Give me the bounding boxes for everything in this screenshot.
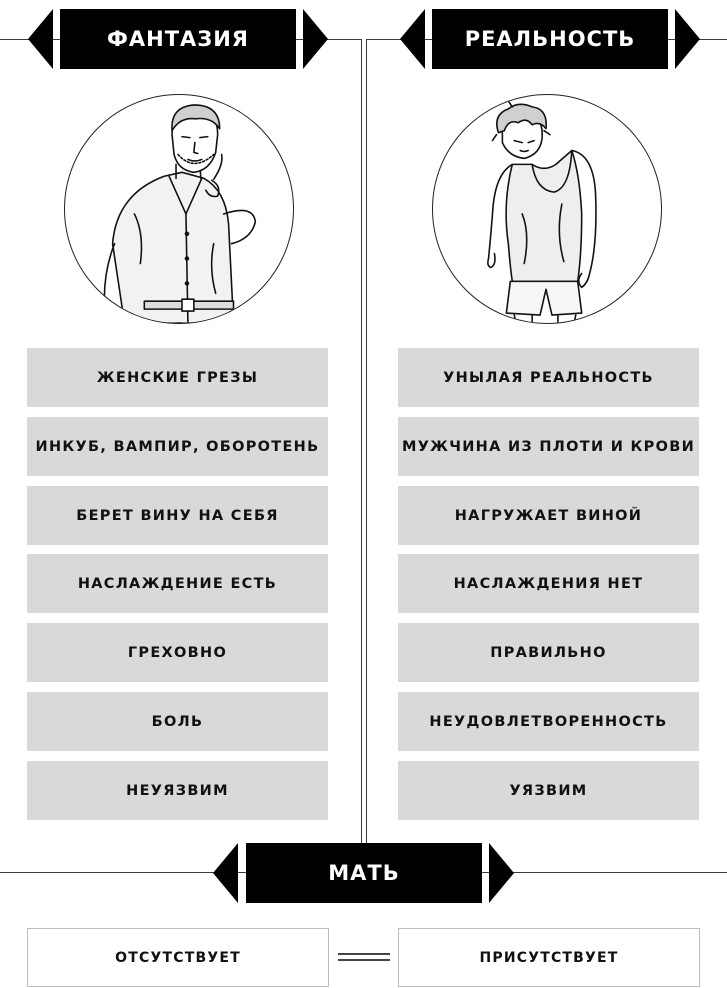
fantasy-item: БОЛЬ — [27, 692, 328, 751]
ribbon-arrow-right-icon — [303, 9, 328, 69]
reality-title-ribbon — [400, 9, 700, 69]
fantasy-title-ribbon — [28, 9, 328, 69]
confident-man-icon — [65, 95, 293, 323]
fantasy-item: ИНКУБ, ВАМПИР, ОБОРОТЕНЬ — [27, 417, 328, 476]
reality-item: УЯЗВИМ — [398, 761, 699, 820]
mother-absent-box: ОТСУТСТВУЕТ — [27, 928, 329, 987]
fantasy-title: ФАНТАЗИЯ — [60, 9, 296, 69]
mother-title-ribbon — [213, 843, 514, 903]
fantasy-item: НЕУЯЗВИМ — [27, 761, 328, 820]
ribbon-arrow-right-icon — [675, 9, 700, 69]
reality-item: ПРАВИЛЬНО — [398, 623, 699, 682]
confident-man-illustration — [64, 94, 294, 324]
ribbon-arrow-left-icon — [213, 843, 238, 903]
fantasy-item: НАСЛАЖДЕНИЕ ЕСТЬ — [27, 554, 328, 613]
reality-item: НАГРУЖАЕТ ВИНОЙ — [398, 486, 699, 545]
mother-present-box: ПРИСУТСТВУЕТ — [398, 928, 700, 987]
slouching-man-illustration — [432, 94, 662, 324]
fantasy-item: ЖЕНСКИЕ ГРЕЗЫ — [27, 348, 328, 407]
reality-item: НЕУДОВЛЕТВОРЕННОСТЬ — [398, 692, 699, 751]
equals-icon — [338, 953, 390, 955]
ribbon-arrow-right-icon — [489, 843, 514, 903]
reality-item: УНЫЛАЯ РЕАЛЬНОСТЬ — [398, 348, 699, 407]
reality-item: НАСЛАЖДЕНИЯ НЕТ — [398, 554, 699, 613]
fantasy-item: БЕРЕТ ВИНУ НА СЕБЯ — [27, 486, 328, 545]
reality-title: РЕАЛЬНОСТЬ — [432, 9, 668, 69]
mother-title: МАТЬ — [246, 843, 482, 903]
slouching-man-icon — [433, 95, 661, 323]
ribbon-arrow-left-icon — [28, 9, 53, 69]
equals-icon-line — [338, 959, 390, 961]
reality-item: МУЖЧИНА ИЗ ПЛОТИ И КРОВИ — [398, 417, 699, 476]
ribbon-arrow-left-icon — [400, 9, 425, 69]
fantasy-item: ГРЕХОВНО — [27, 623, 328, 682]
